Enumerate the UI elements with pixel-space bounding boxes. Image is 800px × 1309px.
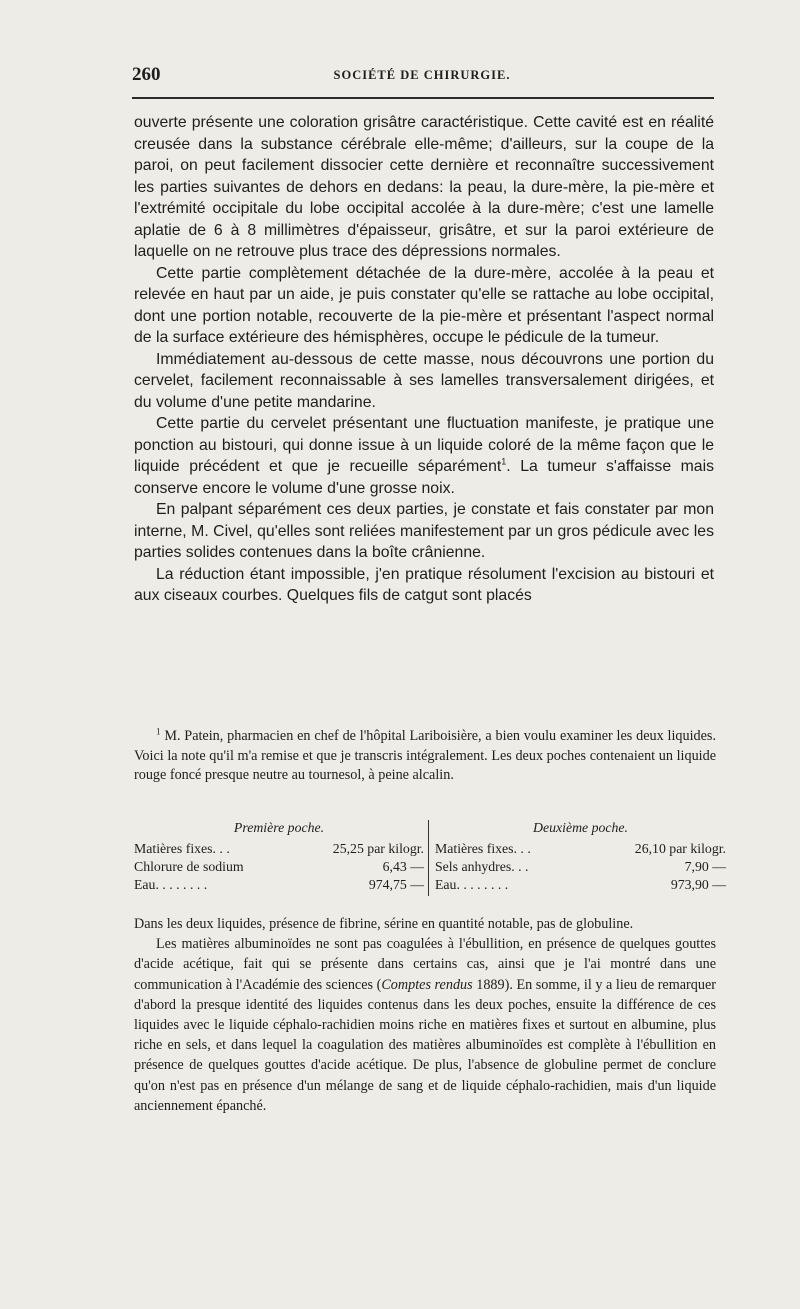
- footnote-text: Les matières albuminoïdes ne sont pas coagulées à l'ébullition, en présence de quelques gouttes d'acide acétique, fait qui se présente dans certains cas, ainsi que je l'ai montré dans une communication à l'Académie des sciences (: [134, 936, 716, 993]
- footnote-intro: [134, 727, 716, 786]
- footnote-reference: 1: [501, 456, 507, 467]
- footnote: [134, 727, 716, 786]
- page-number: 260: [132, 64, 161, 85]
- running-title: SOCIÉTÉ DE CHIRURGIE.: [333, 68, 511, 82]
- table-column-first-pouch: [134, 818, 424, 894]
- paragraph: En palpant séparément ces deux parties, je constate et fais constater par mon interne, M. Civel, qu'elles sont reliées manifestement par un gros pédicule avec les parties solides contenues dans la boîte crânienne.: [134, 501, 714, 561]
- table-row: [134, 840, 424, 858]
- column-divider: [428, 820, 429, 896]
- row-label: Matières fixes. . .: [435, 841, 531, 856]
- paragraph-text: Cette partie du cervelet présentant une fluctuation manifeste, je pratique une ponction au bistouri, qui donne issue à un liquide coloré de la même façon que le liquide précédent et que je recueille séparément: [134, 415, 714, 475]
- row-value: 974,75 —: [368, 877, 424, 892]
- table-column-second-pouch: [435, 818, 726, 894]
- footnote-intro-text: M. Patein, pharmacien en chef de l'hôpital Lariboisière, a bien voulu examiner les deux liquides. Voici la note qu'il m'a remise et que je transcris intégralement. Les deux poches contenaient un liquide rouge foncé presque neutre au tournesol, à peine alcalin.: [134, 728, 716, 783]
- row-value: 7,90 —: [684, 859, 726, 874]
- header-rule: [132, 97, 714, 99]
- row-label: Chlorure de sodium: [134, 859, 244, 874]
- paragraph: ouverte présente une coloration grisâtre caractéristique. Cette cavité est en réalité creusée dans la substance cérébrale elle-même; d'ailleurs, sur la coupe de la paroi, on peut facilement dissocier cette dernière et reconnaître successivement les parties suivantes de dehors en dedans: la peau, la dure-mère, la pie-mère et l'extrémité occipitale du lobe occipital accolée à la dure-mère; c'est une lamelle aplatie de 6 à 8 millimètres d'épaisseur, grisâtre, et sur la paroi extérieure de laquelle on ne retrouve plus trace des dépressions normales.: [134, 114, 714, 260]
- paragraph-text: . La tumeur s'affaisse mais conserve encore le volume d'une grosse noix.: [134, 458, 714, 497]
- table-row: [435, 840, 726, 858]
- table-row: [435, 876, 726, 894]
- paragraph: La réduction étant impossible, j'en pratique résolument l'excision au bistouri et aux ciseaux courbes. Quelques fils de catgut sont placés: [134, 565, 714, 604]
- row-value: 973,90 —: [670, 877, 726, 892]
- table-row: [134, 876, 424, 894]
- row-value: 6,43 —: [382, 859, 424, 874]
- row-label: Matières fixes. . .: [134, 841, 230, 856]
- analysis-table: [134, 818, 726, 898]
- row-label: Sels anhydres. . .: [435, 859, 529, 874]
- paragraph: [134, 413, 714, 499]
- page-header: [132, 64, 712, 88]
- footnote-marker: 1: [156, 726, 161, 737]
- column-title: Deuxième poche.: [533, 820, 628, 835]
- row-value: 25,25 par kilogr.: [332, 841, 424, 856]
- footnote-paragraph: Dans les deux liquides, présence de fibrine, sérine en quantité notable, pas de globuline.: [134, 916, 634, 932]
- table-row: [435, 858, 726, 876]
- row-label: Eau. . . . . . . .: [435, 877, 509, 892]
- row-label: Eau. . . . . . . .: [134, 877, 208, 892]
- footnote-text: 1889). En somme, il y a lieu de remarquer d'abord la presque identité des liquides contenus dans les deux poches, ensuite la différence de ces liquides avec le liquide céphalo-rachidien moins riche en matières fixes et surtout en albumine, plus riche en sels, et dans lequel la coagulation des matières albuminoïdes est complète à l'ébullition en présence de quelques gouttes d'acide acétique. De plus, l'absence de globuline permet de conclure qu'on n'est pas en présence d'un mélange de sang et de liquide céphalo-rachidien, mais d'un liquide anciennement épanché.: [134, 976, 716, 1114]
- citation: Comptes rendus: [381, 976, 473, 993]
- table-row: [134, 858, 424, 876]
- footnote-continued: [134, 914, 716, 1116]
- paragraph: Immédiatement au-dessous de cette masse, nous découvrons une portion du cervelet, facilement reconnaissable à ses lamelles transversalement dirigées, et du volume d'une petite mandarine.: [134, 350, 714, 411]
- paragraph: Cette partie complètement détachée de la dure-mère, accolée à la peau et relevée en haut par un aide, je puis constater qu'elle se rattache au lobe occipital, dont une portion notable, recouverte de la pie-mère et présentant l'aspect normal de la surface extérieure des hémisphères, occupe le pédicule de la tumeur.: [134, 264, 714, 346]
- column-title: Première poche.: [233, 820, 325, 835]
- footnote-paragraph: [134, 934, 716, 1116]
- main-text: [134, 112, 714, 607]
- row-value: 26,10 par kilogr.: [634, 841, 726, 856]
